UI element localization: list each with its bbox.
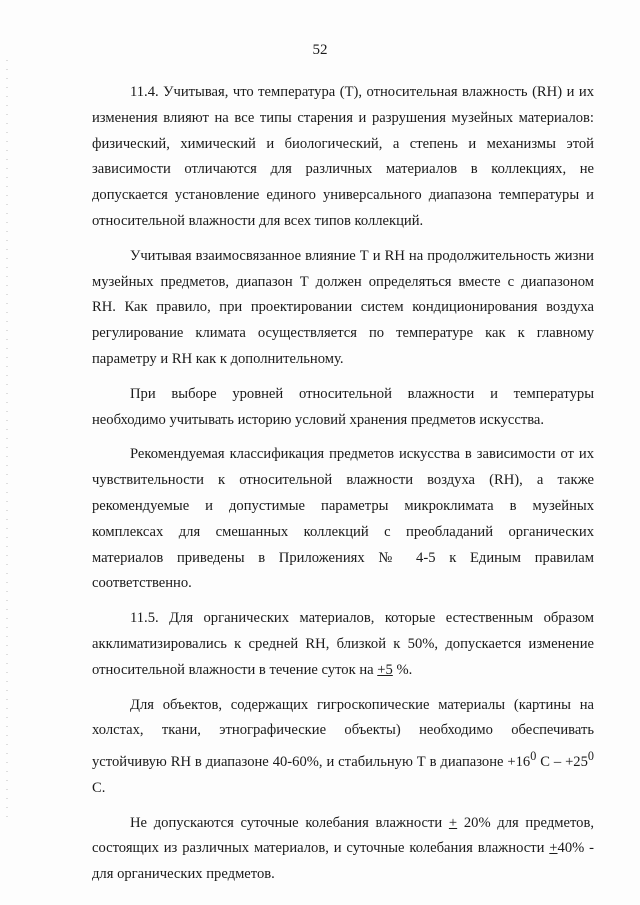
- paragraph-11-5-text: 11.5. Для органических материалов, которые естественным образом акклиматизировались к средней RH, близкой к 50%, допускается изменение относительной влажности в течение суток на: [92, 610, 594, 678]
- degree-sup-1: 0: [530, 749, 537, 764]
- plus-minus-20: +: [448, 814, 458, 831]
- temp-range-mid: С – +25: [536, 753, 588, 770]
- degree-sup-2: 0: [587, 749, 594, 764]
- fluctuations-text-b: 20% для предметов, состоящих из различных материалов, и суточные колебания влажности: [92, 814, 594, 857]
- paragraph-recommended-classification: Рекомендуемая классификация предметов искусства в зависимости от их чувствительности к относительной влажности воздуха (RH), а также рекомендуемые и допустимые параметры микроклимата в музейных комплексах для смешанных коллекций с преобладаний органических материалов приведены в Приложениях № 4-5 к Единым правилам соответственно.: [92, 446, 594, 592]
- plus-minus-40: +: [549, 840, 558, 857]
- fluctuations-text-c: 40% - для органических предметов.: [92, 840, 594, 883]
- temp-range-end: С.: [92, 779, 106, 796]
- paragraph-choice-of-levels: При выборе уровней относительной влажности и температуры необходимо учитывать историю условий хранения предметов искусства.: [92, 385, 594, 428]
- fluctuations-text-a: Не допускаются суточные колебания влажности: [130, 814, 449, 831]
- document-body: [92, 80, 594, 897]
- scan-edge-marks: [6, 60, 8, 820]
- paragraph-11-4: 11.4. Учитывая, что температура (Т), относительная влажность (RH) и их изменения влияют на все типы старения и разрушения музейных материалов: физический, химический и биологический, а степень и механизмы этой зависимости отличаются для различных материалов в коллекциях, не допускается установление единого универсального диапазона температуры и относительной влажности для всех типов коллекций.: [92, 84, 594, 229]
- paragraph-daily-fluctuations: [92, 811, 594, 888]
- hygroscopic-text: Для объектов, содержащих гигроскопические материалы (картины на холстах, ткани, этнографические объекты) необходимо обеспечивать устойчивую RH в диапазоне 40-60%, и стабильную Т в диапазоне +16: [92, 696, 594, 770]
- paragraph-interrelated-influence: Учитывая взаимосвязанное влияние Т и RH на продолжительность жизни музейных предметов, диапазон Т должен определяться вместе с диапазоном RH. Как правило, при проектировании систем кондиционирования воздуха регулирование климата осуществляется по температуре как к главному параметру и RH как к дополнительному.: [92, 247, 594, 367]
- page-number: 52: [312, 42, 328, 58]
- plus-minus-value: +5: [377, 661, 393, 678]
- percent-suffix: %.: [392, 661, 413, 678]
- paragraph-hygroscopic-materials: [92, 693, 594, 802]
- paragraph-11-5: [92, 606, 594, 683]
